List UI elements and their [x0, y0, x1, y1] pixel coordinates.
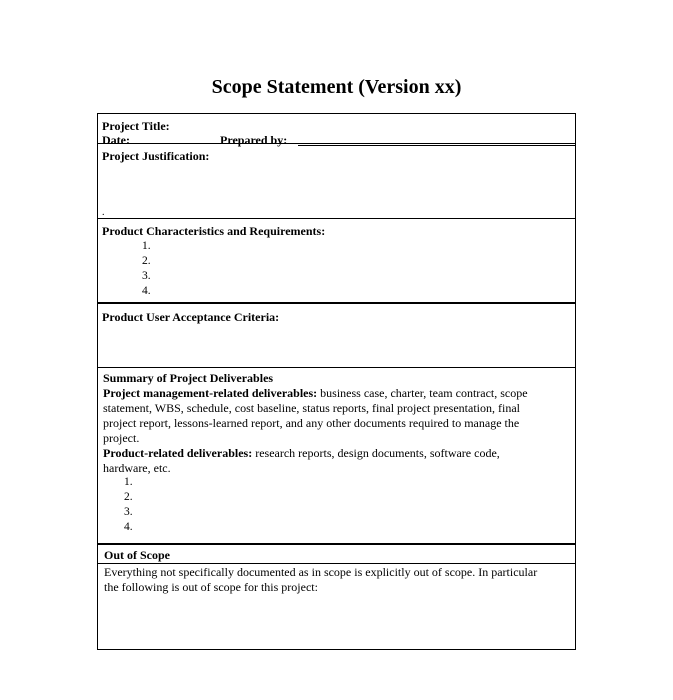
page-title: Scope Statement (Version xx): [211, 76, 462, 98]
characteristics-label: Product Characteristics and Requirements:: [102, 224, 326, 238]
product-deliverables-text: research reports, design documents, software code, hardware, etc.: [103, 446, 500, 475]
acceptance-section: [97, 302, 576, 368]
out-of-scope-section: [97, 543, 576, 650]
out-of-scope-text: Everything not specifically documented as in scope is explicitly out of scope. In particular the following is out of scope for this project:: [104, 565, 538, 594]
deliverables-heading: Summary of Project Deliverables: [103, 371, 274, 385]
characteristics-section: [97, 218, 576, 304]
pm-deliverables: [103, 386, 548, 446]
acceptance-label: Product User Acceptance Criteria:: [102, 310, 280, 324]
pm-deliverables-label: Project management-related deliverables:: [103, 386, 318, 400]
date-label: Date:: [102, 133, 130, 147]
list-item: 2.: [142, 255, 151, 267]
justification-section: [97, 143, 576, 219]
deliverables-list: [124, 475, 133, 535]
header-section: [97, 113, 576, 147]
deliverables-section: [97, 367, 576, 545]
list-item: 4.: [124, 521, 133, 533]
list-item: 2.: [124, 491, 133, 503]
pm-deliverables-text: business case, charter, team contract, scope statement, WBS, schedule, cost baseline, status reports, final project presentation, final project report, lessons-learned report, and any other documents required to manage the project.: [103, 386, 528, 445]
project-title-label: Project Title:: [102, 119, 170, 133]
list-item: 3.: [142, 270, 151, 282]
justification-label: Project Justification:: [102, 149, 210, 163]
out-of-scope-header: [98, 545, 575, 564]
characteristics-list: [142, 239, 151, 299]
product-deliverables-label: Product-related deliverables:: [103, 446, 253, 460]
prepared-by-label: Prepared by:: [220, 133, 288, 147]
deliverables-content: [103, 371, 548, 476]
out-of-scope-label: Out of Scope: [104, 548, 170, 562]
stray-mark: .: [102, 207, 105, 218]
list-item: 1.: [142, 240, 151, 252]
product-deliverables: [103, 446, 548, 476]
list-item: 1.: [124, 476, 133, 488]
list-item: 4.: [142, 285, 151, 297]
list-item: 3.: [124, 506, 133, 518]
